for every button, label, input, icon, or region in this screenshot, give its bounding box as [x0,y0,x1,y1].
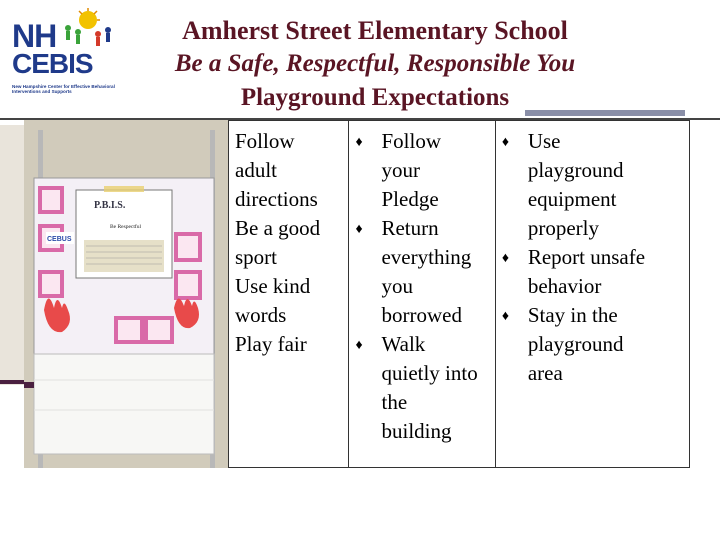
expectation-line: Pledge [381,187,439,211]
poster-photo [24,120,228,468]
expectation-line: quietly into [381,361,478,385]
school-title: Amherst Street Elementary School [182,16,568,45]
expectation-line: behavior [527,274,602,298]
expectation-line: adult [235,158,277,182]
bullet-text [528,127,689,243]
expectation-line: Walk [381,332,426,356]
poster-badge: CEBUS [47,236,72,243]
diamond-bullet-icon: ♦ [501,135,509,150]
expectation-line: the [381,390,408,414]
expectation-line: playground [527,158,624,182]
expectation-line: borrowed [381,303,462,327]
expectation-line: area [527,361,563,385]
bullet-item [355,214,494,330]
motto-subtitle: Be a Safe, Respectful, Responsible You [174,50,576,77]
expectation-line: properly [527,216,599,240]
diamond-bullet-icon: ♦ [501,251,509,266]
left-frame-decoration [0,125,24,385]
expectation-line: Report unsafe [527,245,646,269]
expectation-line: playground [527,332,624,356]
expectation-line: Follow [381,129,441,153]
expectation-line: building [381,419,452,443]
logo-nh-text: NH [12,18,57,54]
expectation-line: Return [381,216,439,240]
diamond-bullet-icon: ♦ [501,309,509,324]
expectation-line: you [381,274,413,298]
bullet-text [381,214,494,330]
expectation-line: directions [235,187,318,211]
expectation-line: Use [527,129,561,153]
expectation-line: Use kind [235,274,311,298]
expectation-line: sport [235,245,277,269]
expectation-line: your [381,158,420,182]
bullet-item [355,330,494,446]
column-safe [495,121,689,467]
page-heading: Playground Expectations [240,84,510,111]
poster-title: P.B.I.S. [94,200,126,211]
accent-bar [525,110,685,116]
column-respectful [229,121,348,467]
bullet-item [502,243,689,301]
expectation-line: everything [381,245,472,269]
poster-subtitle: Be Respectful [110,224,142,230]
diamond-bullet-icon: ♦ [355,222,363,237]
expectation-line: Follow [235,129,295,153]
expectation-line: Stay in the [527,303,618,327]
column-responsible [348,121,494,467]
diamond-bullet-icon: ♦ [355,338,363,353]
logo-subtitle: New Hampshire Center for Effective Behavioral Interventions and Supports [12,84,115,94]
bullet-item [502,127,689,243]
bullet-text [528,243,689,301]
nhcebis-logo [8,8,120,108]
expectation-line: Play fair [235,332,307,356]
bullet-text [528,301,689,388]
bullet-item [502,301,689,388]
bullet-text [381,330,494,446]
logo-cebis-text: CEBIS [12,48,93,79]
expectation-line: equipment [527,187,617,211]
expectations-table [228,120,690,468]
expectation-line: Be a good [235,216,321,240]
bullet-item [355,127,494,214]
diamond-bullet-icon: ♦ [355,135,363,150]
expectation-line: words [235,303,287,327]
bullet-text [381,127,494,214]
